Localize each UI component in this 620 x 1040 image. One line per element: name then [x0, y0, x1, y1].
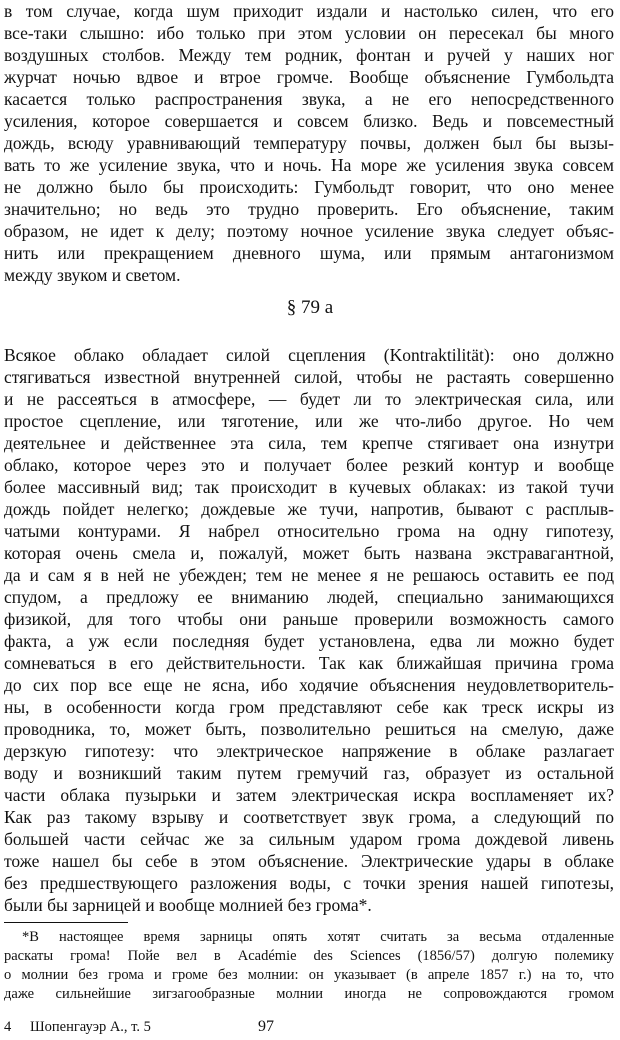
- footnote-line: о молнии без грома и громе без молнии: он указывает (в апреле 1857 г.) на то, что: [4, 967, 614, 983]
- text-line: воздушных столбов. Между тем родник, фонтан и ручей у наших ног: [4, 45, 614, 65]
- text-line: нить или прекращением дневного шума, или прямым антагонизмом: [4, 243, 614, 263]
- text-line: большей части сейчас же за сильным ударом грома дождевой ливень: [4, 829, 614, 849]
- text-line: не должно было бы происходить: Гумбольдт говорит, что оно менее: [4, 177, 614, 197]
- page-footer: [0, 1016, 620, 1038]
- text-line: ны, в особенности когда гром представляют себе как треск искры из: [4, 697, 614, 717]
- text-line: части облака пузырьки и затем электрическая искра воспламеняет их?: [4, 785, 614, 805]
- text-line: значительно; но ведь это трудно проверить. Его объяснение, таким: [4, 199, 614, 219]
- text-line: облако, которое через это и получает более резкий контур и вообще: [4, 455, 614, 475]
- footnote-line: *В настоящее время зарницы опять хотят считать за весьма отдаленные: [22, 929, 614, 945]
- text-line: более массивный вид; так происходит в кучевых облаках: из такой тучи: [4, 477, 614, 497]
- text-line: были бы зарницей и вообще молнией без грома*.: [4, 895, 372, 915]
- footnote-rule: [4, 922, 128, 923]
- text-line: все-таки слышно: ибо только при этом условии он пересекал бы много: [4, 23, 614, 43]
- text-line: которая очень смела и, пожалуй, может быть названа экстравагантной,: [4, 543, 614, 563]
- text-line: дождь, всюду уравнивающий температуру почвы, должен был бы вызы-: [4, 133, 614, 153]
- section-heading: § 79 а: [286, 297, 334, 318]
- text-line: факта, а уж если последняя будет установлена, едва ли можно будет: [4, 631, 614, 651]
- text-line: дерзкую гипотезу: что электрическое напряжение в облаке разлагает: [4, 741, 614, 761]
- text-line: Как раз такому взрыву и соответствует звук грома, а следующий по: [4, 807, 614, 827]
- footnote-line: раскаты грома! Пойе вел в Académie des Sciences (1856/57) долгую полемику: [4, 948, 614, 964]
- text-line: стягиваться известной внутренней силой, чтобы не растаять совершенно: [4, 367, 614, 387]
- text-line: физикой, для того чтобы они раньше проверили возможность самого: [4, 609, 614, 629]
- text-line: образом, не идет к делу; поэтому ночное усиление звука следует объяс-: [4, 221, 614, 241]
- text-line: Всякое облако обладает силой сцепления (Kontraktilität): оно должно: [4, 345, 614, 365]
- footnote-line: даже сильнейшие зигзагообразные молнии иногда не сопровождаются громом: [4, 986, 614, 1002]
- text-line: проводника, то, может быть, позволительно решиться на смелую, даже: [4, 719, 614, 739]
- text-line: без предшествующего разложения воды, с точки зрения нашей гипотезы,: [4, 873, 614, 893]
- text-line: дождь пойдет нелегко; дождевые же тучи, напротив, бывают с расплыв-: [4, 499, 614, 519]
- text-line: журчат ночью вдвое и втрое громче. Вообще объяснение Гумбольдта: [4, 67, 614, 87]
- text-line: и не рассеяться в атмосфере, — будет ли то электрическая сила, или: [4, 389, 614, 409]
- text-line: до сих пор все еще не ясна, ибо ходячие объяснения неудовлетворитель-: [4, 675, 614, 695]
- text-line: в том случае, когда шум приходит издали и настолько силен, что его: [4, 1, 614, 21]
- text-line: чатыми контурами. Я набрел относительно грома на одну гипотезу,: [4, 521, 614, 541]
- text-line: сомневаться в его действительности. Так как ближайшая причина грома: [4, 653, 614, 673]
- signature-mark: 4: [4, 1019, 12, 1035]
- text-line: деятельнее и действеннее эта сила, тем крепче стягивает она изнутри: [4, 433, 614, 453]
- text-line: тоже нашел бы себе в этом объяснение. Электрические удары в облаке: [4, 851, 614, 871]
- text-line: между звуком и светом.: [4, 265, 181, 285]
- page-number: 97: [258, 1018, 274, 1035]
- text-line: вать то же усиление звука, что и ночь. На море же усиления звука совсем: [4, 155, 614, 175]
- text-line: усиления, которое совершается и совсем близко. Ведь и повсеместный: [4, 111, 614, 131]
- text-line: да и сам я в ней не убежден; тем не менее я не решаюсь оставить ее под: [4, 565, 614, 585]
- footer-author: Шопенгауэр А., т. 5: [30, 1019, 151, 1035]
- text-line: спудом, а предложу ее вниманию людей, специально занимающихся: [4, 587, 614, 607]
- text-line: простое сцепление, или тяготение, или же что-либо другое. Но чем: [4, 411, 614, 431]
- text-line: воду и возникший таким путем гремучий газ, образует из остальной: [4, 763, 614, 783]
- text-line: касается только распространения звука, а не его непосредственного: [4, 89, 614, 109]
